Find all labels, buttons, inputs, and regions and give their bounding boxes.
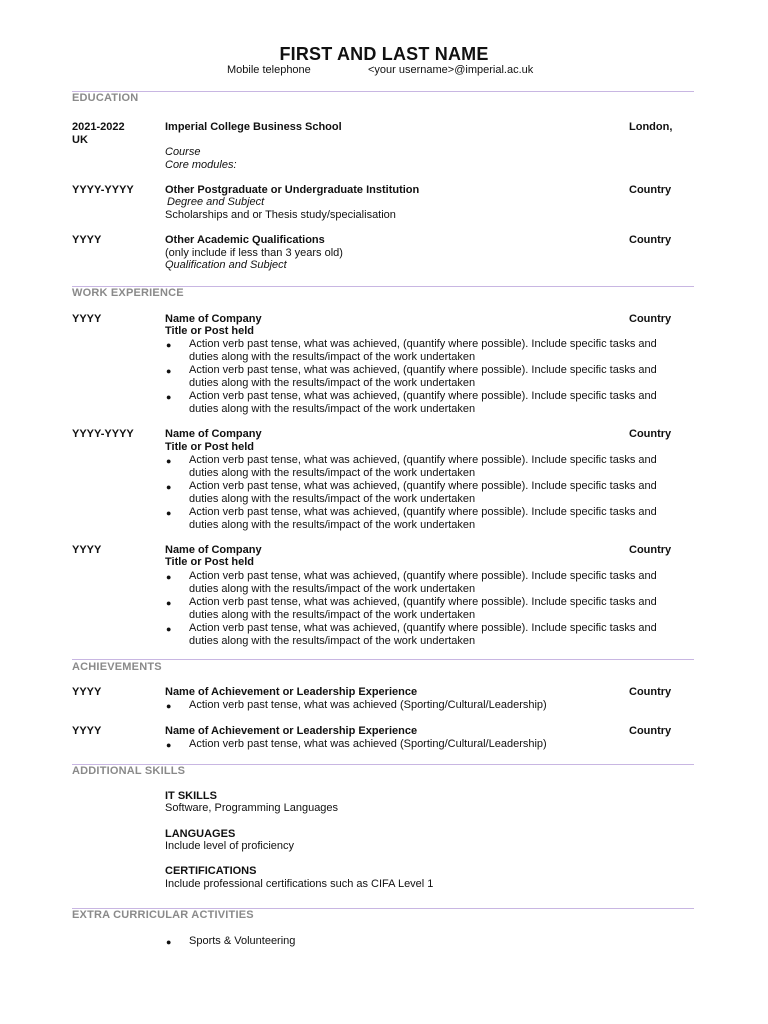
bullet-icon: ● bbox=[166, 366, 172, 376]
job-title: Title or Post held bbox=[165, 556, 255, 568]
job-bullet: Action verb past tense, what was achieved, (quantify where possible). Include specific tasks and bbox=[189, 622, 657, 634]
job-title: Title or Post held bbox=[165, 441, 255, 453]
edu-course: Course bbox=[165, 146, 201, 158]
job-location: Country bbox=[629, 544, 672, 556]
bullet-icon: ● bbox=[166, 482, 172, 492]
edu-location: Country bbox=[629, 184, 672, 196]
cv-name: FIRST AND LAST NAME bbox=[279, 44, 489, 64]
bullet-icon: ● bbox=[166, 340, 172, 350]
achievement-bullet: Action verb past tense, what was achieved (Sporting/Cultural/Leadership) bbox=[189, 699, 547, 711]
bullet-icon: ● bbox=[166, 740, 172, 750]
job-bullet-continued: duties along with the results/impact of the work undertaken bbox=[189, 609, 476, 621]
job-date: YYYY bbox=[72, 544, 102, 556]
achievement-name: Name of Achievement or Leadership Experience bbox=[165, 686, 418, 698]
bullet-icon: ● bbox=[166, 572, 172, 582]
section-divider bbox=[72, 659, 694, 660]
skill-heading-certifications: CERTIFICATIONS bbox=[165, 865, 257, 877]
edu-detail: Scholarships and or Thesis study/specialisation bbox=[165, 209, 396, 221]
section-heading-extra-curricular: EXTRA CURRICULAR ACTIVITIES bbox=[72, 909, 254, 921]
edu-location: London, bbox=[629, 121, 673, 133]
job-location: Country bbox=[629, 428, 672, 440]
edu-degree: Degree and Subject bbox=[167, 196, 265, 208]
achievement-location: Country bbox=[629, 725, 672, 737]
achievement-location: Country bbox=[629, 686, 672, 698]
edu-modules: Core modules: bbox=[165, 159, 237, 171]
job-bullet: Action verb past tense, what was achieved, (quantify where possible). Include specific tasks and bbox=[189, 480, 657, 492]
job-company: Name of Company bbox=[165, 544, 262, 556]
job-bullet-continued: duties along with the results/impact of the work undertaken bbox=[189, 635, 476, 647]
job-company: Name of Company bbox=[165, 313, 262, 325]
job-bullet: Action verb past tense, what was achieved, (quantify where possible). Include specific tasks and bbox=[189, 454, 657, 466]
section-heading-work-experience: WORK EXPERIENCE bbox=[72, 287, 184, 299]
job-bullet-continued: duties along with the results/impact of the work undertaken bbox=[189, 519, 476, 531]
job-bullet-continued: duties along with the results/impact of the work undertaken bbox=[189, 467, 476, 479]
skill-text-certifications: Include professional certifications such as CIFA Level 1 bbox=[165, 878, 434, 890]
job-bullet-continued: duties along with the results/impact of the work undertaken bbox=[189, 351, 476, 363]
bullet-icon: ● bbox=[166, 508, 172, 518]
job-location: Country bbox=[629, 313, 672, 325]
achievement-date: YYYY bbox=[72, 686, 102, 698]
skill-text-it: Software, Programming Languages bbox=[165, 802, 339, 814]
job-bullet-continued: duties along with the results/impact of the work undertaken bbox=[189, 493, 476, 505]
job-bullet: Action verb past tense, what was achieved, (quantify where possible). Include specific tasks and bbox=[189, 570, 657, 582]
job-bullet: Action verb past tense, what was achieved, (quantify where possible). Include specific tasks and bbox=[189, 596, 657, 608]
achievement-bullet: Action verb past tense, what was achieved (Sporting/Cultural/Leadership) bbox=[189, 738, 547, 750]
edu-institution: Other Postgraduate or Undergraduate Institution bbox=[165, 184, 420, 196]
bullet-icon: ● bbox=[166, 937, 172, 947]
job-title: Title or Post held bbox=[165, 325, 255, 337]
edu-date-continued: UK bbox=[72, 134, 88, 146]
job-bullet: Action verb past tense, what was achieved, (quantify where possible). Include specific tasks and bbox=[189, 390, 657, 402]
section-divider bbox=[72, 91, 694, 92]
job-bullet-continued: duties along with the results/impact of the work undertaken bbox=[189, 403, 476, 415]
bullet-icon: ● bbox=[166, 624, 172, 634]
job-bullet: Action verb past tense, what was achieved, (quantify where possible). Include specific tasks and bbox=[189, 338, 657, 350]
edu-date: YYYY bbox=[72, 234, 102, 246]
job-date: YYYY-YYYY bbox=[72, 428, 134, 440]
skill-heading-languages: LANGUAGES bbox=[165, 828, 236, 840]
edu-location: Country bbox=[629, 234, 672, 246]
bullet-icon: ● bbox=[166, 456, 172, 466]
section-heading-achievements: ACHIEVEMENTS bbox=[72, 661, 162, 673]
job-date: YYYY bbox=[72, 313, 102, 325]
edu-note: (only include if less than 3 years old) bbox=[165, 247, 343, 259]
job-bullet-continued: duties along with the results/impact of the work undertaken bbox=[189, 583, 476, 595]
skill-text-languages: Include level of proficiency bbox=[165, 840, 295, 852]
edu-qualification: Qualification and Subject bbox=[165, 259, 287, 271]
achievement-date: YYYY bbox=[72, 725, 102, 737]
skill-heading-it: IT SKILLS bbox=[165, 790, 217, 802]
job-bullet: Action verb past tense, what was achieved, (quantify where possible). Include specific tasks and bbox=[189, 506, 657, 518]
contact-email: <your username>@imperial.ac.uk bbox=[368, 64, 534, 76]
bullet-icon: ● bbox=[166, 701, 172, 711]
edu-date: YYYY-YYYY bbox=[72, 184, 134, 196]
job-bullet-continued: duties along with the results/impact of the work undertaken bbox=[189, 377, 476, 389]
section-heading-education: EDUCATION bbox=[72, 92, 139, 104]
bullet-icon: ● bbox=[166, 598, 172, 608]
activity-bullet: Sports & Volunteering bbox=[189, 935, 296, 947]
edu-institution: Imperial College Business School bbox=[165, 121, 342, 133]
achievement-name: Name of Achievement or Leadership Experience bbox=[165, 725, 418, 737]
section-heading-additional-skills: ADDITIONAL SKILLS bbox=[72, 765, 186, 777]
job-company: Name of Company bbox=[165, 428, 262, 440]
bullet-icon: ● bbox=[166, 392, 172, 402]
job-bullet: Action verb past tense, what was achieved, (quantify where possible). Include specific tasks and bbox=[189, 364, 657, 376]
edu-institution: Other Academic Qualifications bbox=[165, 234, 325, 246]
contact-phone: Mobile telephone bbox=[227, 64, 311, 76]
edu-date: 2021-2022 bbox=[72, 121, 125, 133]
